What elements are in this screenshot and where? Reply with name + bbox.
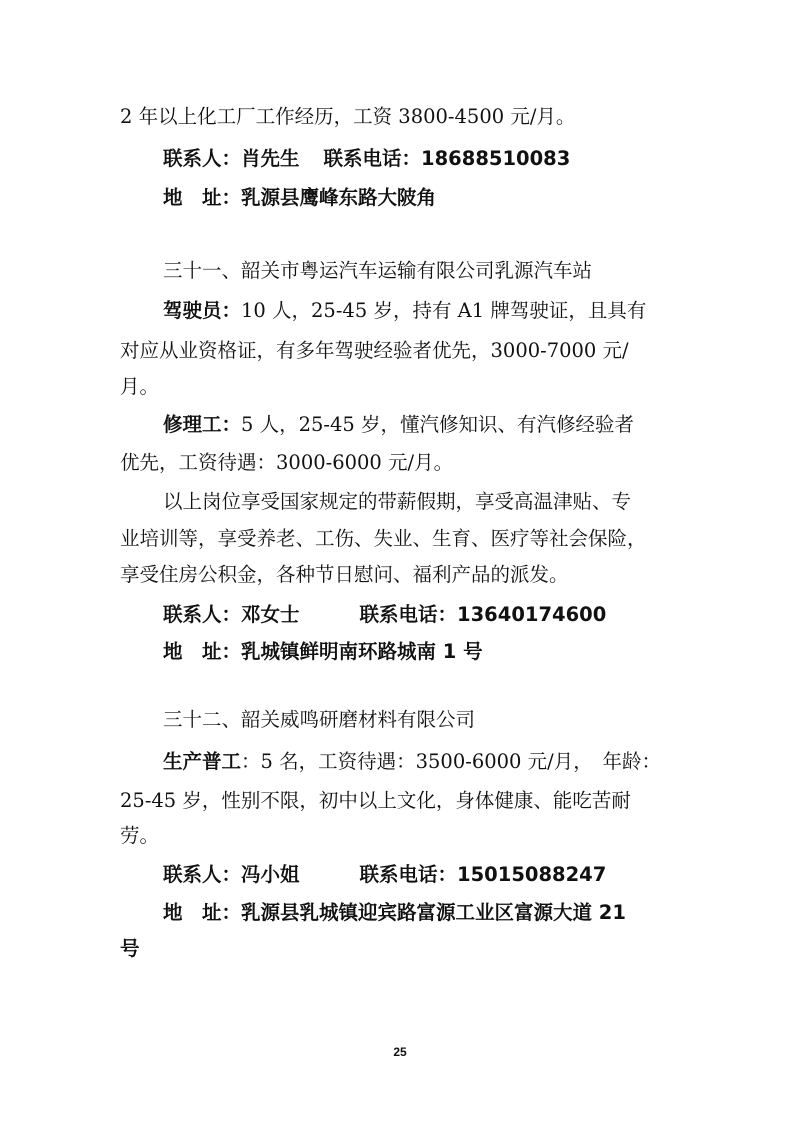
contact-name: 冯小姐 xyxy=(241,863,300,886)
phone-label: 联系电话： xyxy=(323,147,422,170)
address-row xyxy=(163,893,626,933)
job-detail: 5 人，25-45 岁，懂汽修知识、有汽修经验者 xyxy=(241,413,635,436)
job-description-line: 月。 xyxy=(120,375,160,398)
address-value: 乳城镇鲜明南环路城南 1 号 xyxy=(241,640,483,663)
job-detail: 10 人，25-45 岁，持有 A1 牌驾驶证，且具有 xyxy=(241,299,647,322)
address-value: 乳源县鹰峰东路大陂角 xyxy=(241,186,437,209)
contact-label: 联系人： xyxy=(163,147,242,170)
address-label: 地 址： xyxy=(163,640,242,663)
phone-label: 联系电话： xyxy=(359,603,458,626)
phone-label: 联系电话： xyxy=(359,863,458,886)
job-description-line xyxy=(163,742,661,782)
phone-number: 13640174600 xyxy=(457,603,607,626)
previous-job-detail: 2 年以上化工厂工作经历，工资 3800-4500 元/月。 xyxy=(120,105,576,128)
address-row xyxy=(163,632,483,672)
job-description-line xyxy=(163,405,634,445)
contact-name: 邓女士 xyxy=(241,603,300,626)
address-continuation: 号 xyxy=(120,937,140,960)
job-detail: ：5 名，工资待遇：3500-6000 元/月， 年龄： xyxy=(241,750,661,773)
company-title: 三十一、韶关市粤运汽车运输有限公司乳源汽车站 xyxy=(163,259,593,282)
address-label: 地 址： xyxy=(163,186,242,209)
job-description-line: 优先，工资待遇：3000-6000 元/月。 xyxy=(120,451,454,474)
phone-number: 18688510083 xyxy=(421,147,571,170)
company-title: 三十二、韶关威鸣研磨材料有限公司 xyxy=(163,708,476,731)
contact-label: 联系人： xyxy=(163,603,242,626)
job-title: 生产普工 xyxy=(163,750,242,773)
contact-row xyxy=(163,139,570,179)
job-description-line: 25-45 岁，性别不限，初中以上文化，身体健康、能吃苦耐 xyxy=(120,789,631,812)
address-value: 乳源县乳城镇迎宾路富源工业区富源大道 21 xyxy=(241,901,626,924)
benefits-line: 业培训等，享受养老、工伤、失业、生育、医疗等社会保险， xyxy=(120,527,647,550)
benefits-line: 享受住房公积金，各种节日慰问、福利产品的派发。 xyxy=(120,563,569,586)
page-number: 25 xyxy=(393,1045,407,1059)
job-description-line: 劳。 xyxy=(120,824,160,847)
contact-row xyxy=(163,595,606,635)
job-title: 修理工： xyxy=(163,413,242,436)
contact-label: 联系人： xyxy=(163,863,242,886)
job-title: 驾驶员： xyxy=(163,299,242,322)
benefits-line: 以上岗位享受国家规定的带薪假期，享受高温津贴、专 xyxy=(163,490,632,513)
contact-name: 肖先生 xyxy=(241,147,300,170)
job-description-line: 对应从业资格证，有多年驾驶经验者优先，3000-7000 元/ xyxy=(120,339,629,362)
address-row xyxy=(163,178,436,218)
address-label: 地 址： xyxy=(163,901,242,924)
job-description-line xyxy=(163,291,646,331)
phone-number: 15015088247 xyxy=(457,863,607,886)
contact-row xyxy=(163,855,606,895)
